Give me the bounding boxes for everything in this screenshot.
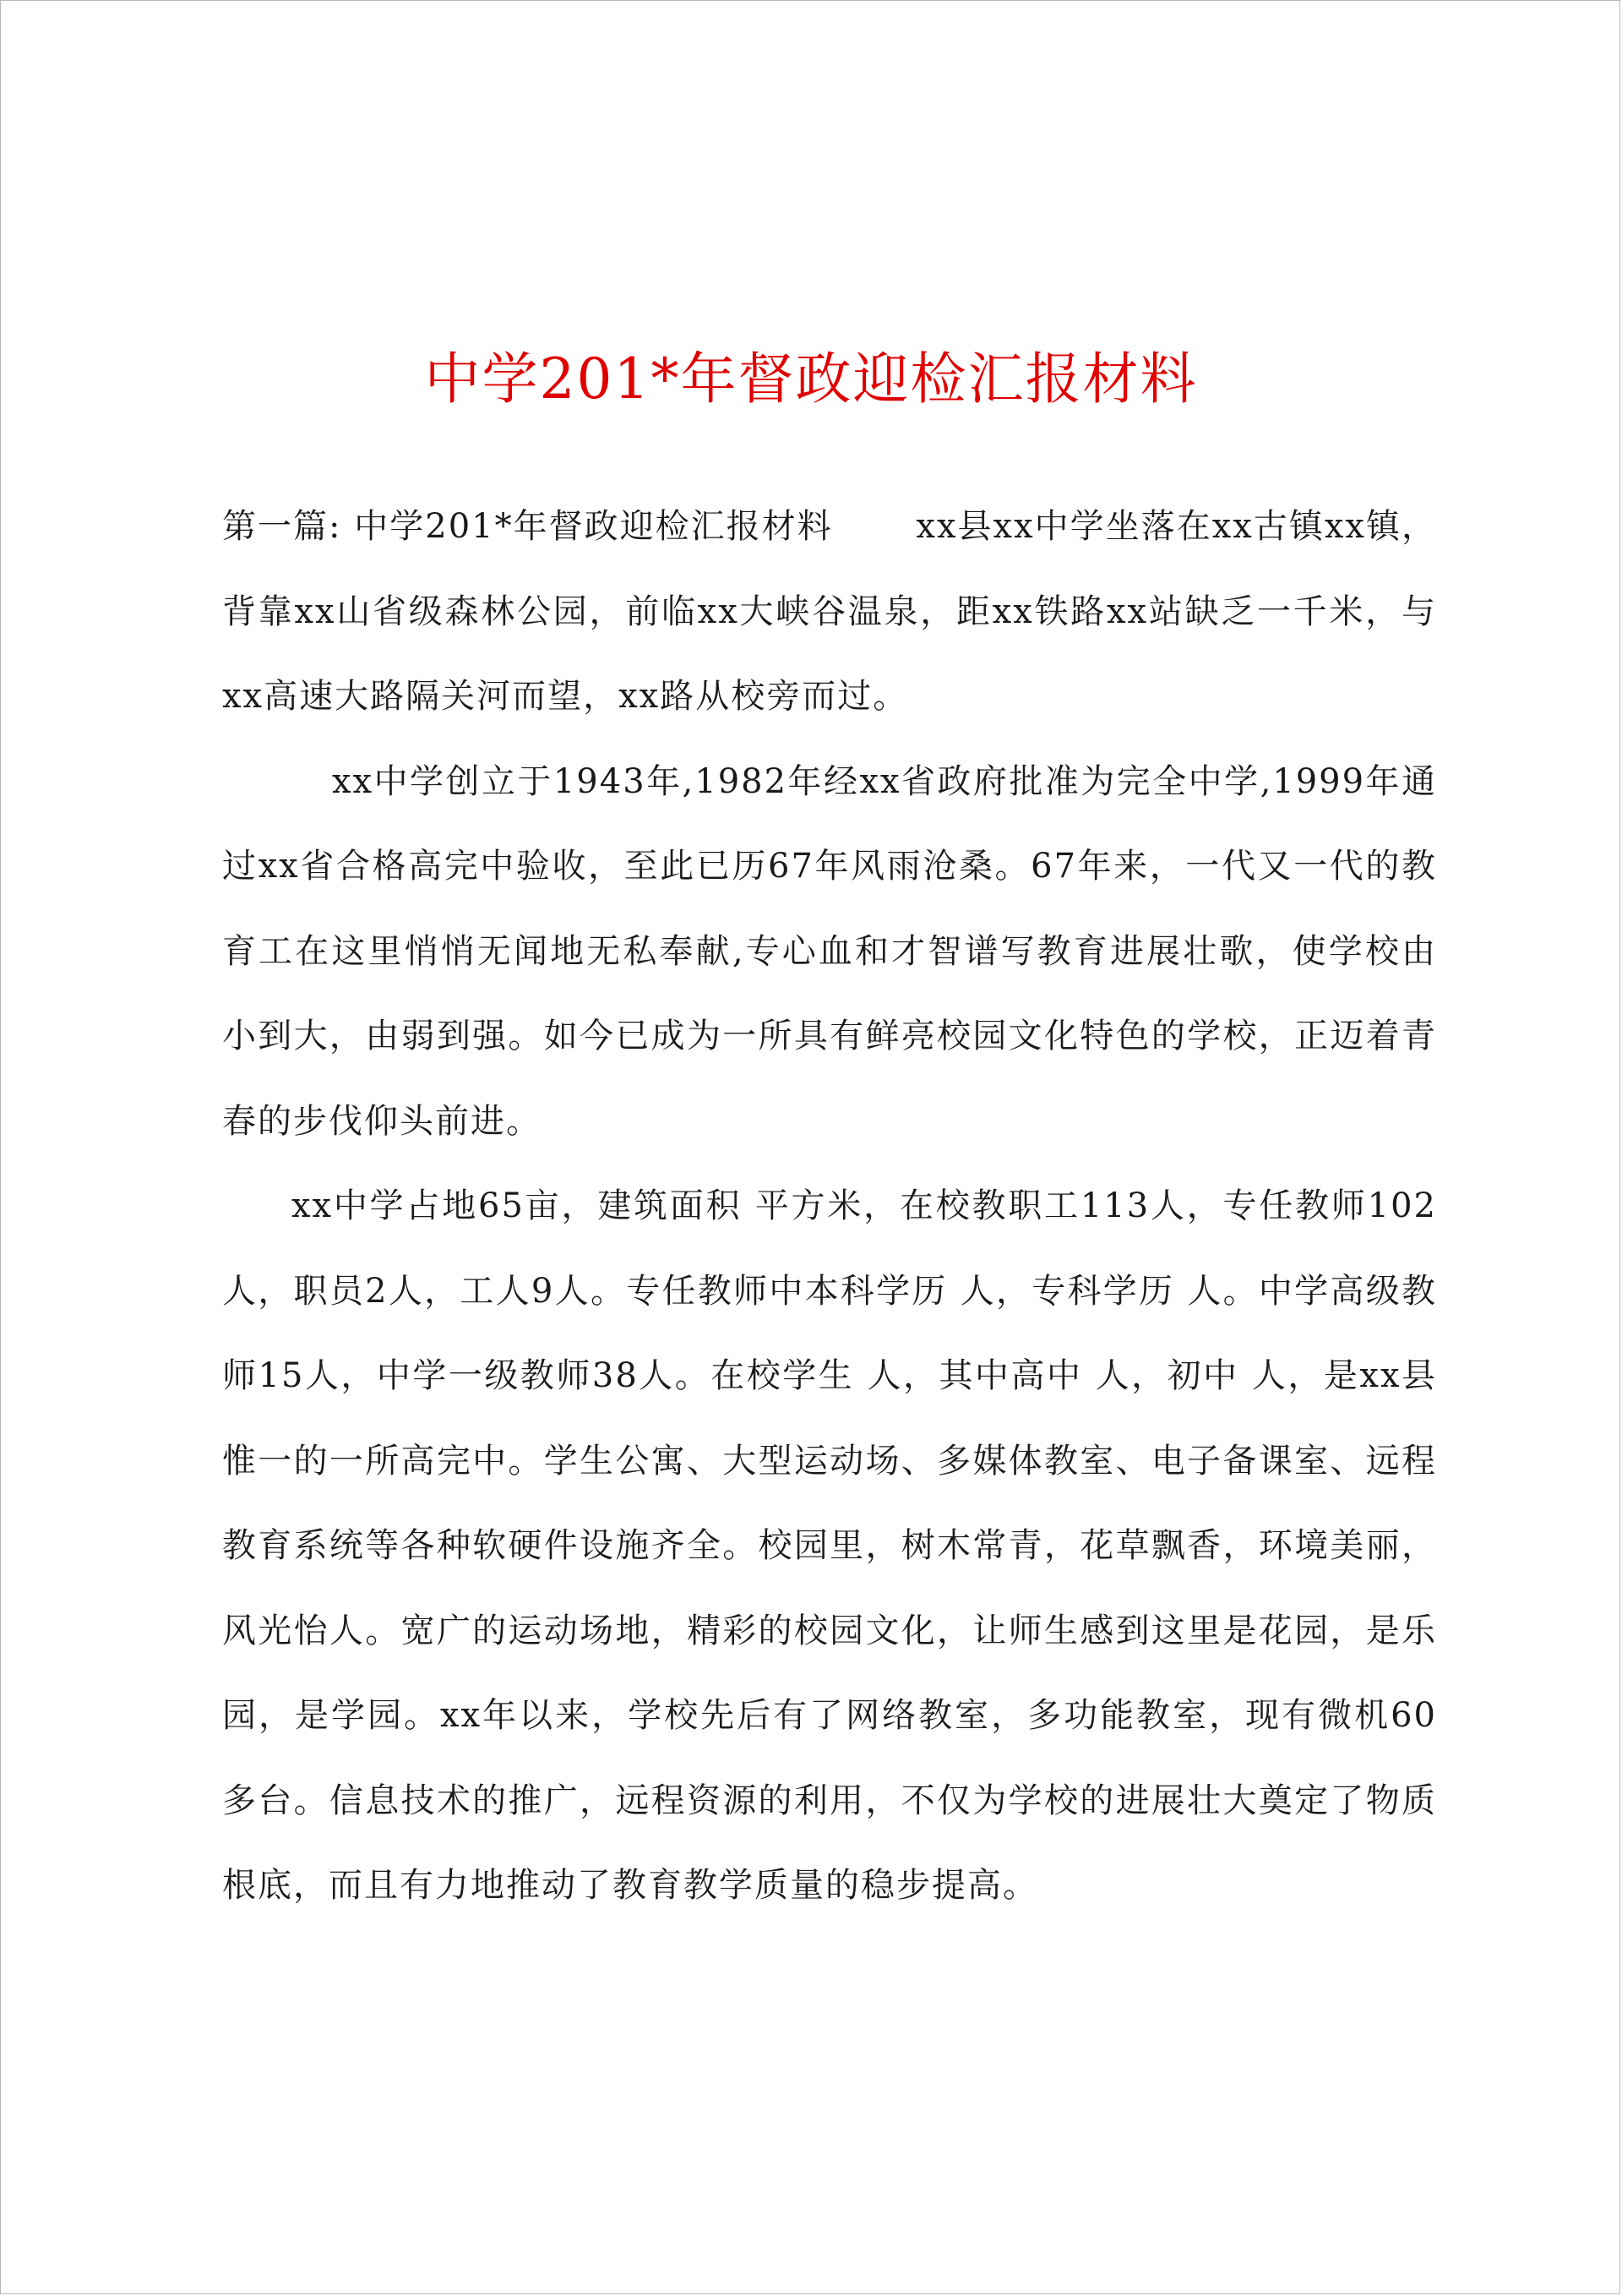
document-body bbox=[222, 484, 1437, 1928]
paragraph-intro: 第一篇: 中学201*年督政迎检汇报材料 xx县xx中学坐落在xx古镇xx镇，背靠xx山省级森林公园，前临xx大峡谷温泉，距xx铁路xx站缺乏一千米，与xx高速大路隔关河而望，xx路从校旁而过。 bbox=[222, 507, 1437, 716]
paragraph-facilities: xx中学占地65亩，建筑面积 平方米，在校教职工113人，专任教师102人，职员2人，工人9人。专任教师中本科学历 人，专科学历 人。中学高级教师15人，中学一级教师38人。在校学生 人，其中高中 人，初中 人，是xx县惟一的一所高完中。学生公寓、大型运动场、多媒体教室、电子备课室、远程教育系统等各种软硬件设施齐全。校园里，树木常青，花草飘香，环境美丽，风光怡人。宽广的运动场地，精彩的校园文化，让师生感到这里是花园，是乐园，是学园。xx年以来，学校先后有了网络教室，多功能教室，现有微机60多台。信息技术的推广，远程资源的利用，不仅为学校的进展壮大奠定了物质根底，而且有力地推动了教育教学质量的稳步提高。 bbox=[222, 1186, 1437, 1905]
paragraph-history: xx中学创立于1943年,1982年经xx省政府批准为完全中学,1999年通过xx省合格高完中验收，至此已历67年风雨沧桑。67年来，一代又一代的教育工在这里悄悄无闻地无私奉献,专心血和才智谱写教育进展壮歌，使学校由小到大，由弱到强。如今已成为一所具有鲜亮校园文化特色的学校，正迈着青春的步伐仰头前进。 bbox=[222, 761, 1437, 1141]
document-title: 中学201*年督政迎检汇报材料 bbox=[424, 346, 1198, 412]
